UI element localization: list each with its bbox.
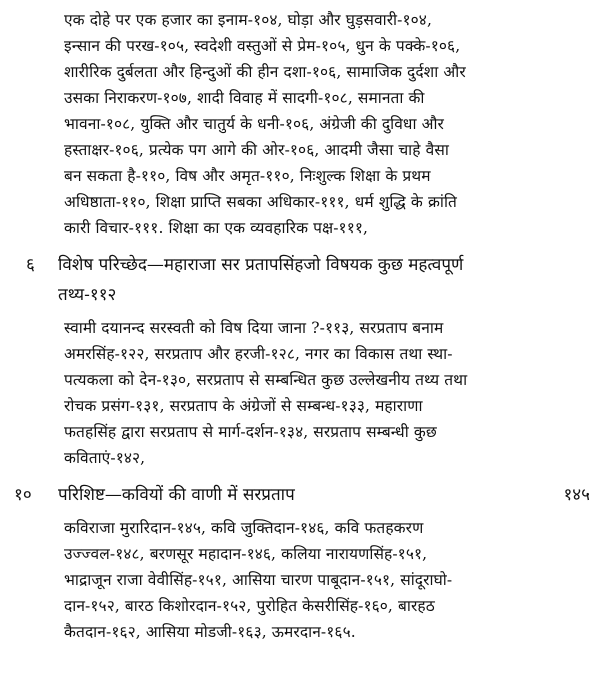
chapter-title: विशेष परिच्छेद—महाराजा सर प्रतापसिंहजो विषयक कुछ महत्वपूर्ण (58, 255, 464, 275)
toc-line: स्वामी दयानन्द सरस्वती को विष दिया जाना ?-११३, सरप्रताप बनाम (64, 319, 444, 337)
toc-line: कैतदान-१६२, आसिया मोडजी-१६३, ऊमरदान-१६५. (64, 623, 356, 641)
toc-line: इन्सान की परख-१०५, स्वदेशी वस्तुओं से प्रेम-१०५, धुन के पक्के-१०६, (64, 37, 461, 55)
toc-line: बन सकता है-११०, विष और अमृत-११०, निःशुल्क शिक्षा के प्रथम (64, 167, 431, 185)
toc-line: दान-१५२, बारठ किशोरदान-१५२, पुरोहित केसरीसिंह-१६०, बारहठ (64, 597, 435, 615)
toc-line: पत्यकला को देन-१३०, सरप्रताप से सम्बन्धित कुछ उल्लेखनीय तथ्य तथा (64, 371, 468, 389)
toc-line: हस्ताक्षर-१०६, प्रत्येक पग आगे की ओर-१०६, आदमी जैसा चाहे वैसा (64, 141, 449, 159)
chapter-title: परिशिष्ट—कवियों की वाणी में सरप्रताप (58, 485, 295, 505)
toc-line: कारी विचार-१११. शिक्षा का एक व्यवहारिक पक्ष-१११, (64, 219, 369, 237)
toc-line: फतहसिंह द्वारा सरप्रताप से मार्ग-दर्शन-१३४, सरप्रताप सम्बन्धी कुछ (64, 423, 437, 441)
toc-line: शारीरिक दुर्बलता और हिन्दुओं की हीन दशा-१०६, सामाजिक दुर्दशा और (64, 63, 466, 81)
chapter-number: ६ (26, 255, 35, 275)
toc-line: एक दोहे पर एक हजार का इनाम-१०४, घोड़ा और घुड़सवारी-१०४, (64, 11, 432, 29)
toc-line: अमरसिंह-१२२, सरप्रताप और हरजी-१२८, नगर का विकास तथा स्था- (64, 345, 453, 363)
toc-line: कविराजा मुरारिदान-१४५, कवि जुक्तिदान-१४६, कवि फतहकरण (64, 519, 424, 537)
toc-line: अधिष्ठाता-११०, शिक्षा प्राप्ति सबका अधिकार-१११, धर्म शुद्धि के क्रांति (64, 193, 457, 211)
toc-line: भावना-१०८, युक्ति और चातुर्य के धनी-१०६, अंग्रेजी की दुविधा और (64, 115, 444, 133)
toc-line: भाद्राजून राजा वेवीसिंह-१५१, आसिया चारण पाबूदान-१५१, सांदूराघो- (64, 571, 453, 589)
toc-line: उज्ज्वल-१४८, बरणसूर महादान-१४६, कलिया नारायणसिंह-१५१, (64, 545, 428, 563)
toc-line: उसका निराकरण-१०७, शादी विवाह में सादगी-१०८, समानता की (64, 89, 425, 107)
chapter-number: १० (14, 485, 32, 505)
toc-line: रोचक प्रसंग-१३१, सरप्रताप के अंग्रेजों से सम्बन्ध-१३३, महाराणा (64, 397, 423, 415)
chapter-title-continued: तथ्य-११२ (58, 285, 117, 305)
toc-line: कविताएं-१४२, (64, 449, 146, 467)
page-number: १४५ (563, 485, 590, 505)
